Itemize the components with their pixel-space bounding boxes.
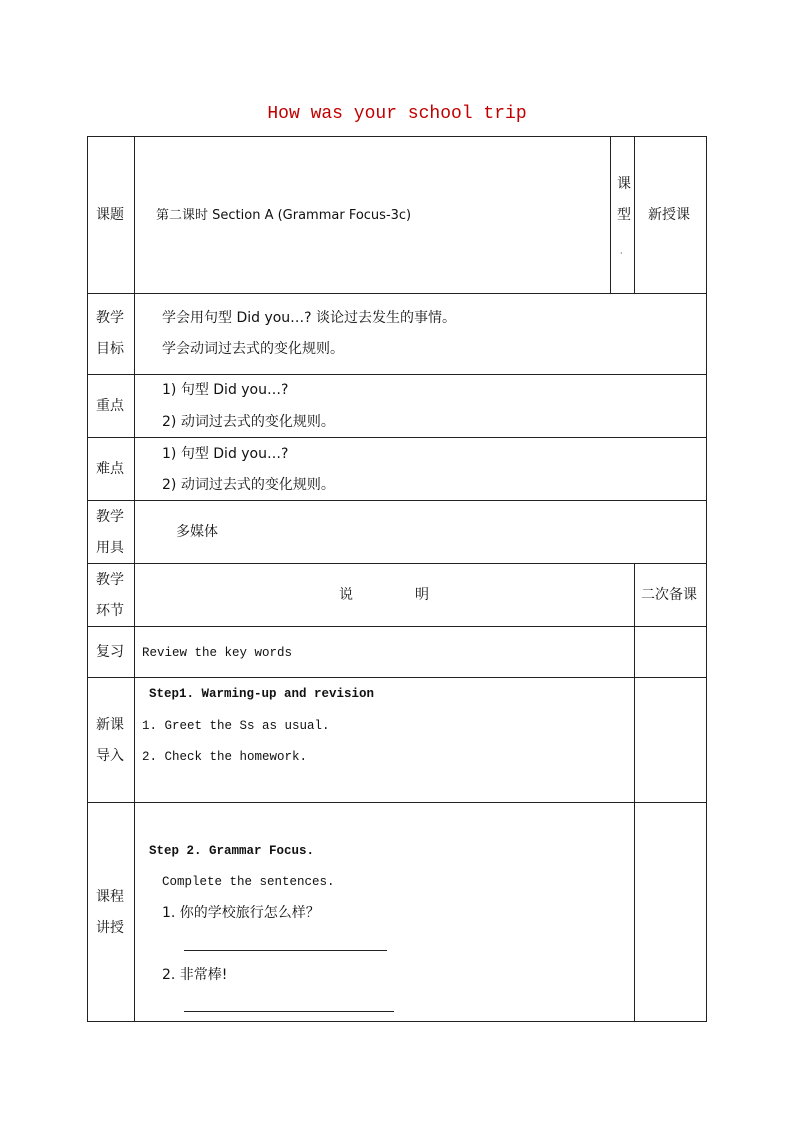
goals-label-1: 教学 [96, 310, 124, 326]
lesson-label-1: 课程 [96, 889, 124, 905]
document-title: How was your school trip [267, 104, 527, 124]
tools-label-2: 用具 [96, 540, 124, 556]
difficulties-line-2: 2) 动词过去式的变化规则。 [162, 477, 335, 493]
topic-content [156, 207, 411, 224]
row-border-7 [87, 677, 707, 678]
table-border-left [87, 136, 88, 1021]
lesson-question-2: 2. 非常棒! [162, 967, 228, 983]
intro-step-heading: Step1. Warming-up and revision [149, 687, 375, 701]
topic-content-text: 第二课时 Section A (Grammar Focus-3c) [156, 208, 412, 223]
type-column-divider-right [634, 136, 635, 293]
lesson-step-heading: Step 2. Grammar Focus. [149, 844, 315, 858]
row-border-2 [87, 374, 707, 375]
explain-header-2: 明 [415, 587, 429, 603]
goals-line-1: 学会用句型 Did you…? 谈论过去发生的事情。 [162, 310, 457, 326]
intro-item-2: 2. Check the homework. [142, 750, 308, 764]
row-border-8 [87, 802, 707, 803]
tools-content: 多媒体 [176, 524, 218, 540]
row-border-5 [87, 563, 707, 564]
tools-label-1: 教学 [96, 509, 124, 525]
goals-label-2: 目标 [96, 341, 124, 357]
difficulties-label: 难点 [96, 461, 124, 477]
row-border-1 [87, 293, 707, 294]
label-column-divider [134, 136, 135, 1021]
review-label: 复习 [96, 644, 124, 660]
steps-label-2: 环节 [96, 603, 124, 619]
table-border-right [706, 136, 707, 1021]
type-column-divider-left [610, 136, 611, 293]
row-border-4 [87, 500, 707, 501]
lesson-label-2: 讲授 [96, 920, 124, 936]
intro-item-1: 1. Greet the Ss as usual. [142, 719, 330, 733]
second-prep-header: 二次备课 [641, 587, 697, 603]
type-label-1: 课 [617, 176, 631, 192]
lesson-question-1: 1. 你的学校旅行怎么样？ [162, 905, 320, 921]
key-points-label: 重点 [96, 398, 124, 414]
explain-header-1: 说 [339, 587, 353, 603]
intro-label-1: 新课 [96, 717, 124, 733]
type-value: 新授课 [648, 207, 690, 223]
intro-label-2: 导入 [96, 748, 124, 764]
answer-blank-1 [184, 950, 387, 951]
key-points-line-2: 2) 动词过去式的变化规则。 [162, 414, 335, 430]
topic-label: 课题 [96, 207, 124, 223]
row-border-6 [87, 626, 707, 627]
review-content: Review the key words [142, 646, 293, 660]
type-label-2: 型 [617, 207, 631, 223]
second-prep-column-divider [634, 563, 635, 1021]
type-label-dot: · [620, 249, 623, 258]
row-border-3 [87, 437, 707, 438]
row-border-top [87, 136, 707, 137]
row-border-bottom [87, 1021, 707, 1022]
goals-line-2: 学会动词过去式的变化规则。 [162, 341, 344, 357]
answer-blank-2 [184, 1011, 394, 1012]
difficulties-line-1: 1) 句型 Did you…? [162, 446, 289, 462]
steps-label-1: 教学 [96, 572, 124, 588]
key-points-line-1: 1) 句型 Did you…? [162, 382, 289, 398]
lesson-instruction: Complete the sentences. [162, 875, 335, 889]
